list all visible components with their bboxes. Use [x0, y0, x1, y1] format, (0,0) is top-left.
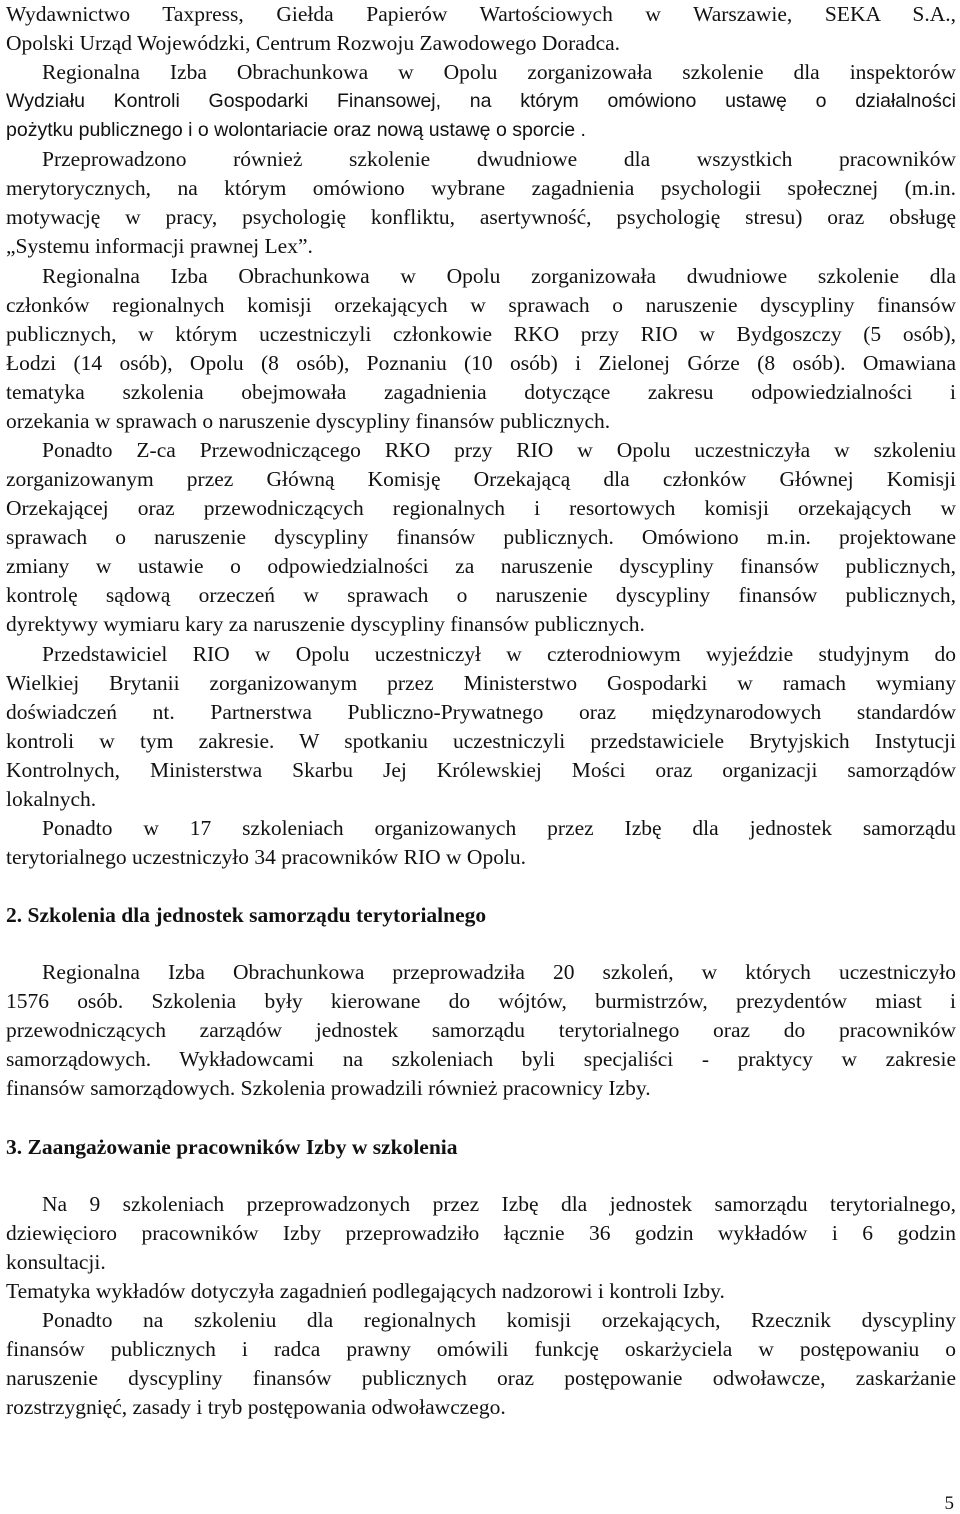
text-line: lokalnych. [6, 787, 97, 811]
text-line: członków regionalnych komisji orzekających w sprawach o naruszenie dyscypliny finansów [6, 293, 956, 317]
text-line: konsultacji. [6, 1250, 106, 1274]
text-line: terytorialnego uczestniczyło 34 pracowników RIO w Opolu. [6, 845, 527, 869]
paragraph-first-line: Regionalna Izba Obrachunkowa w Opolu zorganizowała dwudniowe szkolenie dla [42, 264, 956, 288]
text-line: publicznych, w którym uczestniczyli członkowie RKO przy RIO w Bydgoszczy (5 osób), [6, 322, 956, 346]
text-line: kontrolę sądową orzeczeń w sprawach o naruszenie dyscypliny finansów publicznych, [6, 583, 956, 607]
paragraph-first-line: Regionalna Izba Obrachunkowa przeprowadziła 20 szkoleń, w których uczestniczyło [42, 960, 956, 984]
text-line: finansów samorządowych. Szkolenia prowadzili również pracownicy Izby. [6, 1076, 651, 1100]
section-heading: 3. Zaangażowanie pracowników Izby w szkolenia [6, 1135, 458, 1159]
paragraph-first-line: Ponadto Z-ca Przewodniczącego RKO przy RIO w Opolu uczestniczyła w szkoleniu [42, 438, 956, 462]
page-number: 5 [944, 1493, 954, 1514]
text-line: kontroli w tym zakresie. W spotkaniu uczestniczyli przedstawiciele Brytyjskich Instytucji [6, 729, 956, 753]
paragraph-first-line: Przeprowadzono również szkolenie dwudniowe dla wszystkich pracowników [42, 147, 956, 171]
text-line: tematyka szkolenia obejmowała zagadnienia dotyczące zakresu odpowiedzialności i [6, 380, 956, 404]
paragraph-first-line: Ponadto w 17 szkoleniach organizowanych przez Izbę dla jednostek samorządu [42, 816, 956, 840]
paragraph-first-line: Regionalna Izba Obrachunkowa w Opolu zorganizowała szkolenie dla inspektorów [42, 60, 956, 84]
text-line: przewodniczących zarządów jednostek samorządu terytorialnego oraz do pracowników [6, 1018, 956, 1042]
text-line: sprawach o naruszenie dyscypliny finansów publicznych. Omówiono m.in. projektowane [6, 525, 956, 549]
text-line: dyrektywy wymiaru kary za naruszenie dyscypliny finansów publicznych. [6, 612, 645, 636]
paragraph-first-line: Przedstawiciel RIO w Opolu uczestniczył w czterodniowym wyjeździe studyjnym do [42, 642, 956, 666]
text-line: Łodzi (14 osób), Opolu (8 osób), Poznaniu (10 osób) i Zielonej Górze (8 osób). Omawiana [6, 351, 956, 375]
text-line: motywację w pracy, psychologię konfliktu, asertywność, psychologię stresu) oraz obsługę [6, 205, 956, 229]
text-line: rozstrzygnięć, zasady i tryb postępowania odwoławczego. [6, 1395, 506, 1419]
text-line: Wielkiej Brytanii zorganizowanym przez Ministerstwo Gospodarki w ramach wymiany [6, 671, 956, 695]
text-line: dziewięcioro pracowników Izby przeprowadziło łącznie 36 godzin wykładów i 6 godzin [6, 1221, 956, 1245]
text-line: pożytku publicznego i o wolontariacie oraz nową ustawę o sporcie . [6, 119, 586, 141]
text-line: finansów publicznych i radca prawny omówili funkcję oskarżyciela w postępowaniu o [6, 1337, 956, 1361]
text-line: zorganizowanym przez Główną Komisję Orzekającą dla członków Głównej Komisji [6, 467, 956, 491]
text-line: Wydziału Kontroli Gospodarki Finansowej, na którym omówiono ustawę o działalności [6, 90, 956, 112]
text-line: doświadczeń nt. Partnerstwa Publiczno-Prywatnego oraz międzynarodowych standardów [6, 700, 956, 724]
text-line: „Systemu informacji prawnej Lex”. [6, 234, 313, 258]
paragraph-first-line: Ponadto na szkoleniu dla regionalnych komisji orzekających, Rzecznik dyscypliny [42, 1308, 956, 1332]
paragraph-first-line: Na 9 szkoleniach przeprowadzonych przez Izbę dla jednostek samorządu terytorialnego, [42, 1192, 956, 1216]
section-heading: 2. Szkolenia dla jednostek samorządu terytorialnego [6, 903, 487, 927]
text-line: orzekania w sprawach o naruszenie dyscypliny finansów publicznych. [6, 409, 611, 433]
text-line: naruszenie dyscypliny finansów publicznych oraz postępowanie odwoławcze, zaskarżanie [6, 1366, 956, 1390]
text-line: Orzekającej oraz przewodniczących regionalnych i resortowych komisji orzekających w [6, 496, 956, 520]
text-line: Wydawnictwo Taxpress, Giełda Papierów Wartościowych w Warszawie, SEKA S.A., [6, 2, 956, 26]
text-line: samorządowych. Wykładowcami na szkoleniach byli specjaliści - praktycy w zakresie [6, 1047, 956, 1071]
text-line: zmiany w ustawie o odpowiedzialności za naruszenie dyscypliny finansów publicznych, [6, 554, 956, 578]
text-line: Kontrolnych, Ministerstwa Skarbu Jej Królewskiej Mości oraz organizacji samorządów [6, 758, 956, 782]
text-line: Tematyka wykładów dotyczyła zagadnień podlegających nadzorowi i kontroli Izby. [6, 1279, 725, 1303]
text-line: Opolski Urząd Wojewódzki, Centrum Rozwoju Zawodowego Doradca. [6, 31, 621, 55]
text-line: merytorycznych, na którym omówiono wybrane zagadnienia psychologii społecznej (m.in. [6, 176, 956, 200]
text-line: 1576 osób. Szkolenia były kierowane do wójtów, burmistrzów, prezydentów miast i [6, 989, 956, 1013]
